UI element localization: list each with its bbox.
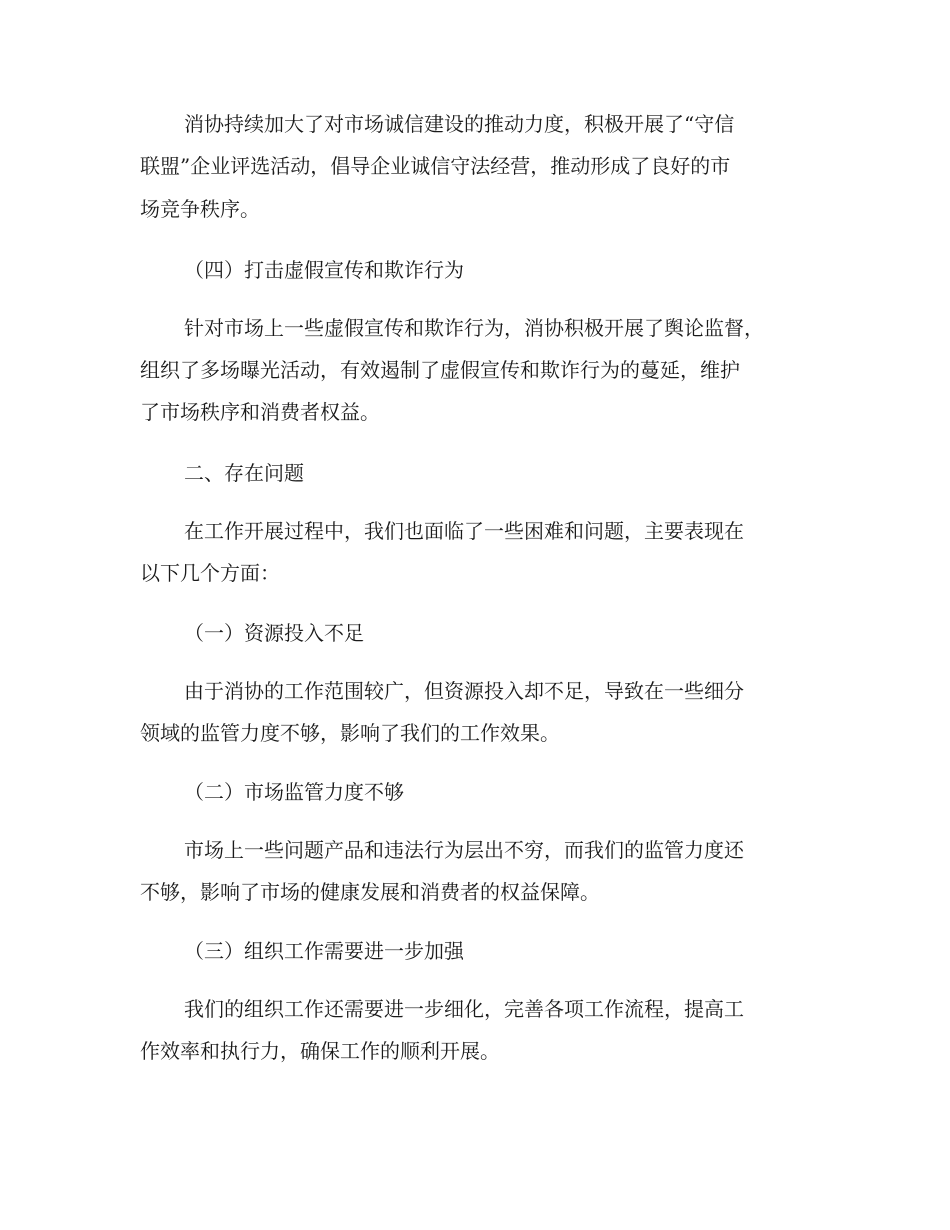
paragraph-market-integrity-line-2: 联盟”企业评选活动，倡导企业诚信守法经营，推动形成了良好的市 (140, 154, 731, 178)
paragraph-organization-line-2: 作效率和执行力，确保工作的顺利开展。 (140, 1039, 500, 1063)
paragraph-resources-line-1: 由于消协的工作范围较广，但资源投入却不足，导致在一些细分 (184, 679, 744, 703)
heading-fraud: （四）打击虚假宣传和欺诈行为 (184, 258, 464, 282)
paragraph-organization-line-1: 我们的组织工作还需要进一步细化，完善各项工作流程，提高工 (184, 997, 744, 1021)
heading-resources: （一）资源投入不足 (184, 621, 364, 645)
heading-problems: 二、存在问题 (184, 461, 304, 485)
paragraph-resources-line-2: 领域的监管力度不够，影响了我们的工作效果。 (140, 721, 560, 745)
paragraph-market-integrity-line-1: 消协持续加大了对市场诚信建设的推动力度，积极开展了“守信 (184, 112, 735, 136)
paragraph-fraud-line-3: 了市场秩序和消费者权益。 (140, 400, 380, 424)
paragraph-supervision-line-1: 市场上一些问题产品和违法行为层出不穷，而我们的监管力度还 (184, 838, 744, 862)
paragraph-market-integrity-line-3: 场竞争秩序。 (140, 197, 260, 221)
heading-organization: （三）组织工作需要进一步加强 (184, 939, 464, 963)
paragraph-problems-intro-line-2: 以下几个方面： (140, 561, 280, 585)
paragraph-supervision-line-2: 不够，影响了市场的健康发展和消费者的权益保障。 (140, 880, 600, 904)
paragraph-fraud-line-1: 针对市场上一些虚假宣传和欺诈行为，消协积极开展了舆论监督， (184, 316, 764, 340)
paragraph-fraud-line-2: 组织了多场曝光活动，有效遏制了虚假宣传和欺诈行为的蔓延，维护 (140, 358, 740, 382)
paragraph-problems-intro-line-1: 在工作开展过程中，我们也面临了一些困难和问题，主要表现在 (184, 519, 744, 543)
heading-supervision: （二）市场监管力度不够 (184, 780, 404, 804)
